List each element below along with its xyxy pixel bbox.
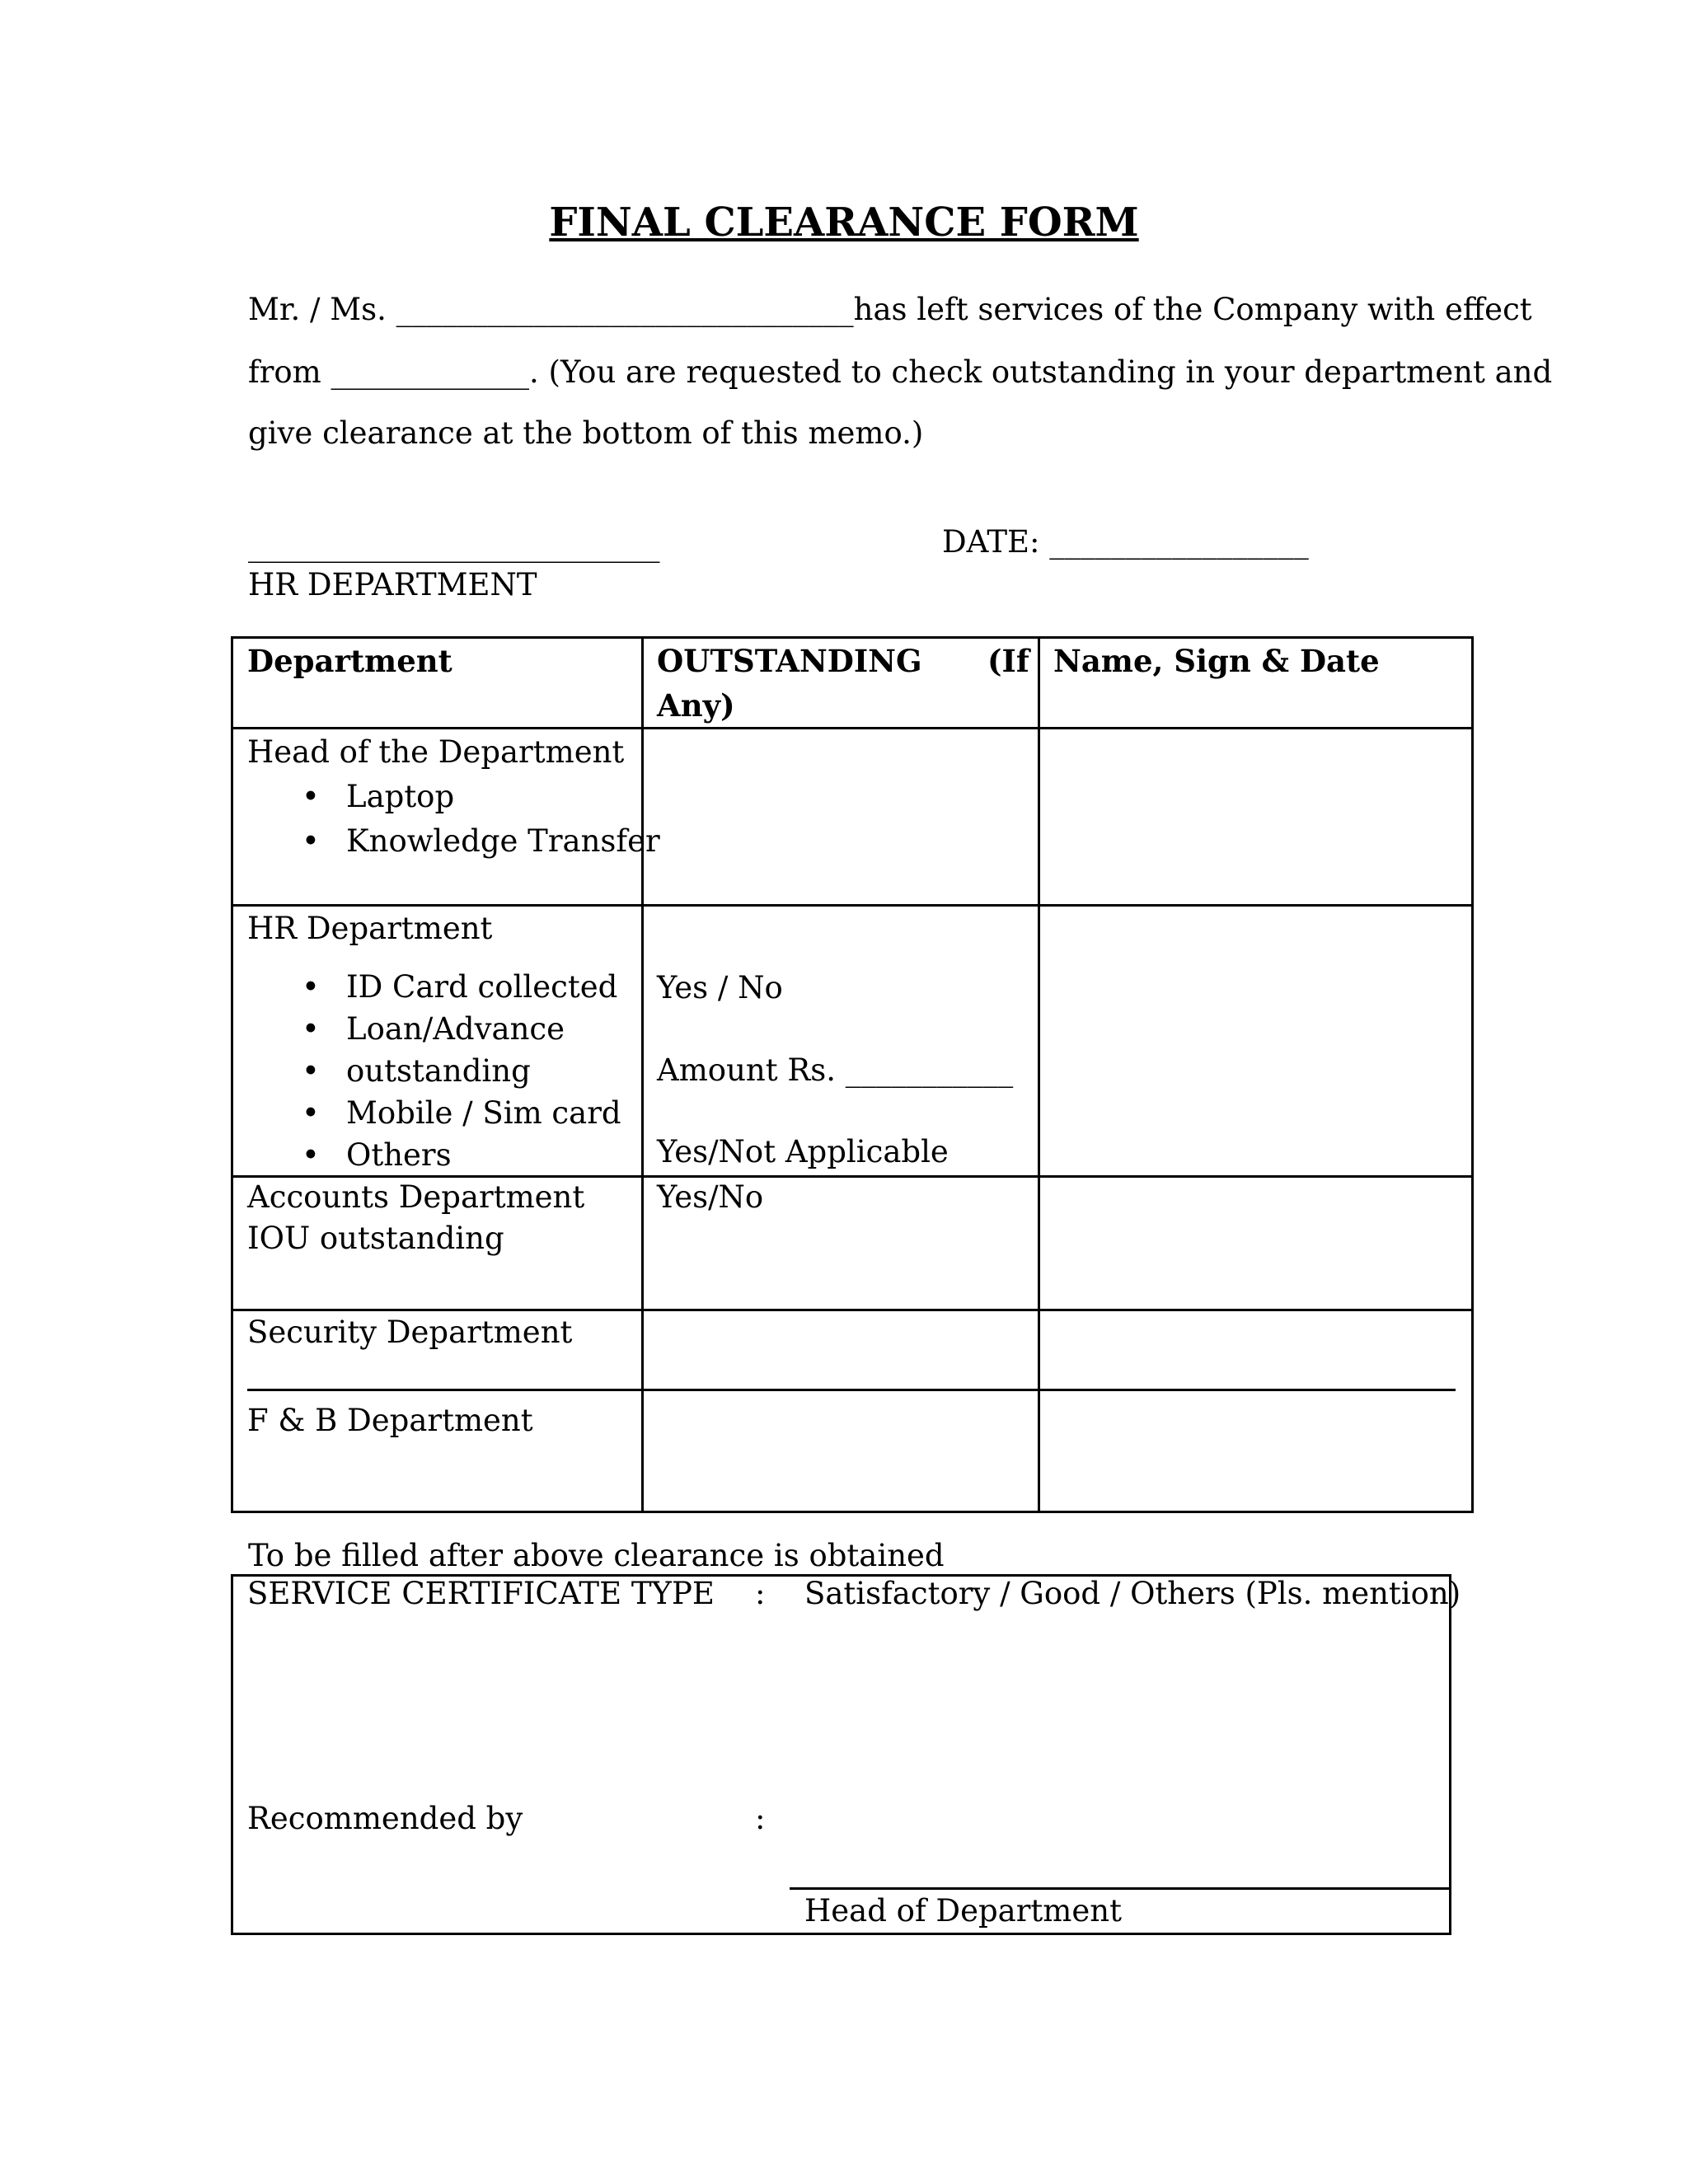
intro-line-1 xyxy=(248,292,1532,327)
header-outstanding: OUTSTANDING xyxy=(657,643,922,679)
after-clearance-note: To be filled after above clearance is obtained xyxy=(248,1538,945,1573)
column-divider-1 xyxy=(641,636,644,1513)
row-security-title: Security Department xyxy=(247,1315,573,1350)
employee-name-field[interactable]: ______________________________ xyxy=(396,292,854,327)
row-divider-header xyxy=(231,727,1474,729)
row-fnb-title: F & B Department xyxy=(247,1403,533,1438)
column-divider-2 xyxy=(1038,636,1040,1513)
row-accounts-title: Accounts Department xyxy=(247,1179,585,1215)
list-item: • Laptop xyxy=(247,775,660,819)
list-item: • ID Card collected xyxy=(247,966,621,1008)
head-of-department-label: Head of Department xyxy=(804,1893,1122,1929)
row-divider-security xyxy=(247,1389,1456,1391)
certificate-type-label: SERVICE CERTIFICATE TYPE xyxy=(247,1576,715,1611)
list-item: • Others xyxy=(247,1134,621,1176)
list-item: • Knowledge Transfer xyxy=(247,819,660,864)
head-signature-line[interactable] xyxy=(790,1887,1451,1890)
certificate-type-colon: : xyxy=(755,1576,766,1611)
list-item: • outstanding xyxy=(247,1050,621,1092)
hr-others-value[interactable]: Yes/Not Applicable xyxy=(657,1134,949,1169)
page-title: FINAL CLEARANCE FORM xyxy=(549,199,1139,246)
list-item: • Mobile / Sim card xyxy=(247,1092,621,1134)
row-hod-title: Head of the Department xyxy=(247,734,625,770)
list-item: • Loan/Advance xyxy=(247,1008,621,1050)
certificate-border xyxy=(231,1574,1451,1935)
intro-request: . (You are requested to check outstanding in your department and xyxy=(529,354,1553,390)
intro-left-services: has left services of the Company with effect xyxy=(853,292,1532,327)
intro-prefix-name: Mr. / Ms. xyxy=(248,292,396,327)
intro-prefix-from: from xyxy=(248,354,331,390)
certificate-type-options[interactable]: Satisfactory / Good / Others (Pls. mention) xyxy=(804,1576,1461,1611)
intro-line-3: give clearance at the bottom of this memo.) xyxy=(248,415,924,451)
accounts-outstanding-value[interactable]: Yes/No xyxy=(657,1179,764,1215)
hr-department-label: HR DEPARTMENT xyxy=(248,567,537,602)
hr-signature-field[interactable]: ___________________________ xyxy=(248,527,660,563)
recommended-by-colon: : xyxy=(755,1801,766,1836)
date-field[interactable]: DATE: _________________ xyxy=(942,524,1309,560)
row-hr-items xyxy=(247,966,621,1176)
row-hod-items xyxy=(247,775,660,864)
hr-id-card-value[interactable]: Yes / No xyxy=(657,970,783,1005)
row-hr-title: HR Department xyxy=(247,911,493,946)
header-outstanding-if: (If xyxy=(987,643,1029,679)
header-name-sign-date: Name, Sign & Date xyxy=(1053,643,1380,679)
hr-amount-field[interactable]: Amount Rs. ___________ xyxy=(657,1052,1014,1088)
effective-date-field[interactable]: _____________ xyxy=(331,354,530,390)
header-department: Department xyxy=(247,643,452,679)
header-outstanding-any: Any) xyxy=(657,687,735,724)
recommended-by-label: Recommended by xyxy=(247,1801,523,1836)
intro-line-2 xyxy=(248,354,1552,390)
row-accounts-subtitle: IOU outstanding xyxy=(247,1221,504,1256)
